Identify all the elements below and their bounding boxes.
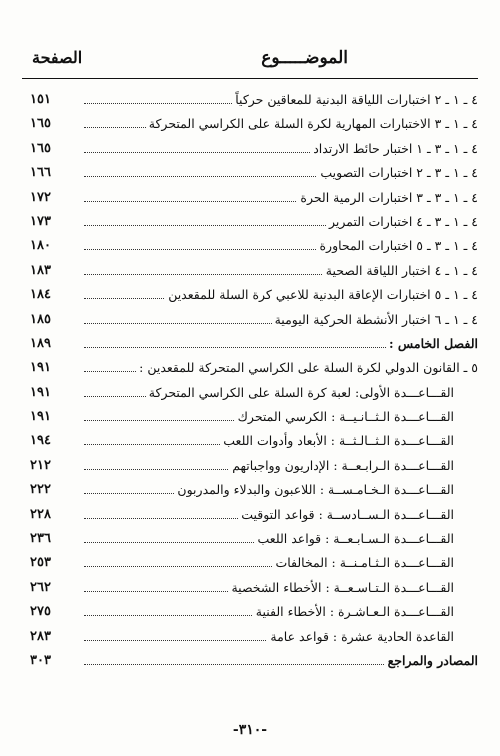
- toc-entry-title: ٤ ـ ١ ـ ٣ ـ ٥ اختبارات المحاورة: [317, 234, 479, 258]
- toc-entry: [22, 576, 478, 600]
- toc-entry: [22, 308, 478, 332]
- toc-entry: [22, 186, 478, 210]
- toc-entry: [22, 234, 478, 258]
- toc-entry-page: ١٨٤: [30, 287, 51, 303]
- toc-entry: [22, 259, 478, 283]
- toc-entry-page: ٢٦٢: [30, 579, 51, 595]
- toc-entry-page: ١٦٥: [30, 116, 51, 132]
- toc-entry-title: القـــاعـــدة الـعـاشـرة : الأخطاء الفنية: [253, 600, 454, 624]
- toc-entry-page: ٣٠٣: [30, 652, 51, 668]
- toc-entry-title: المصادر والمراجع: [385, 649, 478, 673]
- toc-entry-title: القـــاعـــدة الـثـامـنــة : المخالفات: [272, 551, 454, 575]
- toc-entry-page: ١٦٦: [30, 165, 51, 181]
- toc-entry-page: ١٧٣: [30, 213, 51, 229]
- page-number: -٣١٠-: [232, 722, 268, 738]
- toc-entry-title: القـــاعـــدة الـسـابـعــة : قواعد اللعب: [255, 527, 454, 551]
- toc-entry-title: ٤ ـ ١ ـ ٤ اختبار اللياقة الصحية: [323, 259, 478, 283]
- toc-entry-page: ٢١٢: [30, 457, 51, 473]
- toc-entry: [22, 551, 478, 575]
- toc-entry: [22, 381, 478, 405]
- toc-entry: [22, 88, 478, 112]
- toc-entry-title: ٤ ـ ١ ـ ٦ اختبار الأنشطة الحركية اليومية: [272, 308, 478, 332]
- page-column-heading: الصفحة: [32, 48, 83, 67]
- toc-entry: [22, 210, 478, 234]
- toc-entry-title: القـــاعـــدة الـخـامـســة : اللاعبون والبدلاء والمدربون: [174, 478, 454, 502]
- toc-list: [22, 88, 478, 673]
- dot-leader: [84, 664, 398, 665]
- subject-column-heading: الموضـــــوع: [261, 48, 348, 68]
- toc-entry-page: ٢٧٥: [30, 604, 51, 620]
- toc-entry-title: القـــاعـــدة الـرابـعــة : الإداريون وواجباتهم: [229, 454, 454, 478]
- toc-entry-page: ١٩٤: [30, 433, 51, 449]
- toc-entry-title: الفصل الخامس :: [386, 332, 478, 356]
- toc-entry: [22, 503, 478, 527]
- toc-entry-title: القـــاعـــدة الـثــالـثــة : الأبعاد وأدوات اللعب: [220, 429, 454, 453]
- toc-entry-page: ١٨٥: [30, 311, 51, 327]
- toc-entry-title: ٤ ـ ١ ـ ٣ ـ ١ اختبار حائط الارتداد: [310, 137, 478, 161]
- toc-entry: [22, 429, 478, 453]
- toc-entry-page: ١٥١: [30, 92, 51, 107]
- toc-entry-page: ٢٨٣: [30, 628, 51, 644]
- toc-entry-title: ٤ ـ ١ ـ ٢ اختبارات اللياقة البدنية للمعاقين حركياً: [232, 88, 478, 112]
- toc-entry-title: ٤ ـ ١ ـ ٣ ـ ٢ اختبارات التصويب: [317, 161, 478, 185]
- toc-entry-title: القـــاعـــدة الـســادســة : قواعد التوقيت: [238, 503, 454, 527]
- toc-entry-page: ١٧٢: [30, 189, 51, 205]
- toc-entry-title: القـــاعـــدة الـثــانـيــة : الكرسي المتحرك: [235, 405, 454, 429]
- toc-entry: [22, 137, 478, 161]
- toc-entry-title: ٤ ـ ١ ـ ٣ الاختبارات المهارية لكرة السلة على الكراسي المتحركة: [146, 112, 478, 136]
- toc-entry-page: ١٩١: [30, 360, 51, 376]
- toc-entry: [22, 161, 478, 185]
- toc-entry-page: ٢٣٦: [30, 531, 51, 547]
- toc-entry: [22, 356, 478, 380]
- toc-entry-page: ٢٢٢: [30, 482, 51, 498]
- toc-entry: [22, 454, 478, 478]
- toc-entry-title: القـــاعـــدة الـتـاسـعــة : الأخطاء الشخصية: [228, 576, 454, 600]
- toc-entry-page: ١٩١: [30, 384, 51, 400]
- toc-entry: [22, 405, 478, 429]
- toc-entry: [22, 625, 478, 649]
- toc-header: [22, 42, 478, 79]
- toc-entry: [22, 283, 478, 307]
- toc-entry-page: ٢٢٨: [30, 506, 51, 522]
- toc-entry: [22, 649, 478, 673]
- toc-entry: [22, 332, 478, 356]
- toc-entry-title: ٤ ـ ١ ـ ٣ ـ ٣ اختبارات الرمية الحرة: [297, 186, 478, 210]
- toc-entry: [22, 600, 478, 624]
- toc-entry-title: ٤ ـ ١ ـ ٣ ـ ٤ اختبارات التمرير: [326, 210, 478, 234]
- toc-entry: [22, 478, 478, 502]
- toc-entry-title: ٤ ـ ١ ـ ٥ اختبارات الإعاقة البدنية للاعبي كرة السلة للمقعدين: [165, 283, 478, 307]
- toc-entry-page: ١٨٩: [30, 335, 51, 351]
- toc-entry-page: ١٨٣: [30, 262, 51, 278]
- toc-entry-title: القاعدة الحادية عشرة : قواعد عامة: [267, 625, 454, 649]
- toc-entry: [22, 527, 478, 551]
- toc-entry-title: ٥ ـ القانون الدولي لكرة السلة على الكراسي المتحركة للمقعدين :: [136, 356, 478, 380]
- dot-leader: [84, 347, 398, 348]
- toc-entry: [22, 112, 478, 136]
- toc-entry-page: ١٦٥: [30, 140, 51, 156]
- toc-entry-title: القـــاعـــدة الأولى: لعبة كرة السلة على الكراسي المتحركة: [146, 381, 454, 405]
- toc-entry-page: ٢٥٣: [30, 555, 51, 571]
- toc-entry-page: ١٨٠: [30, 238, 51, 254]
- toc-entry-page: ١٩١: [30, 409, 51, 425]
